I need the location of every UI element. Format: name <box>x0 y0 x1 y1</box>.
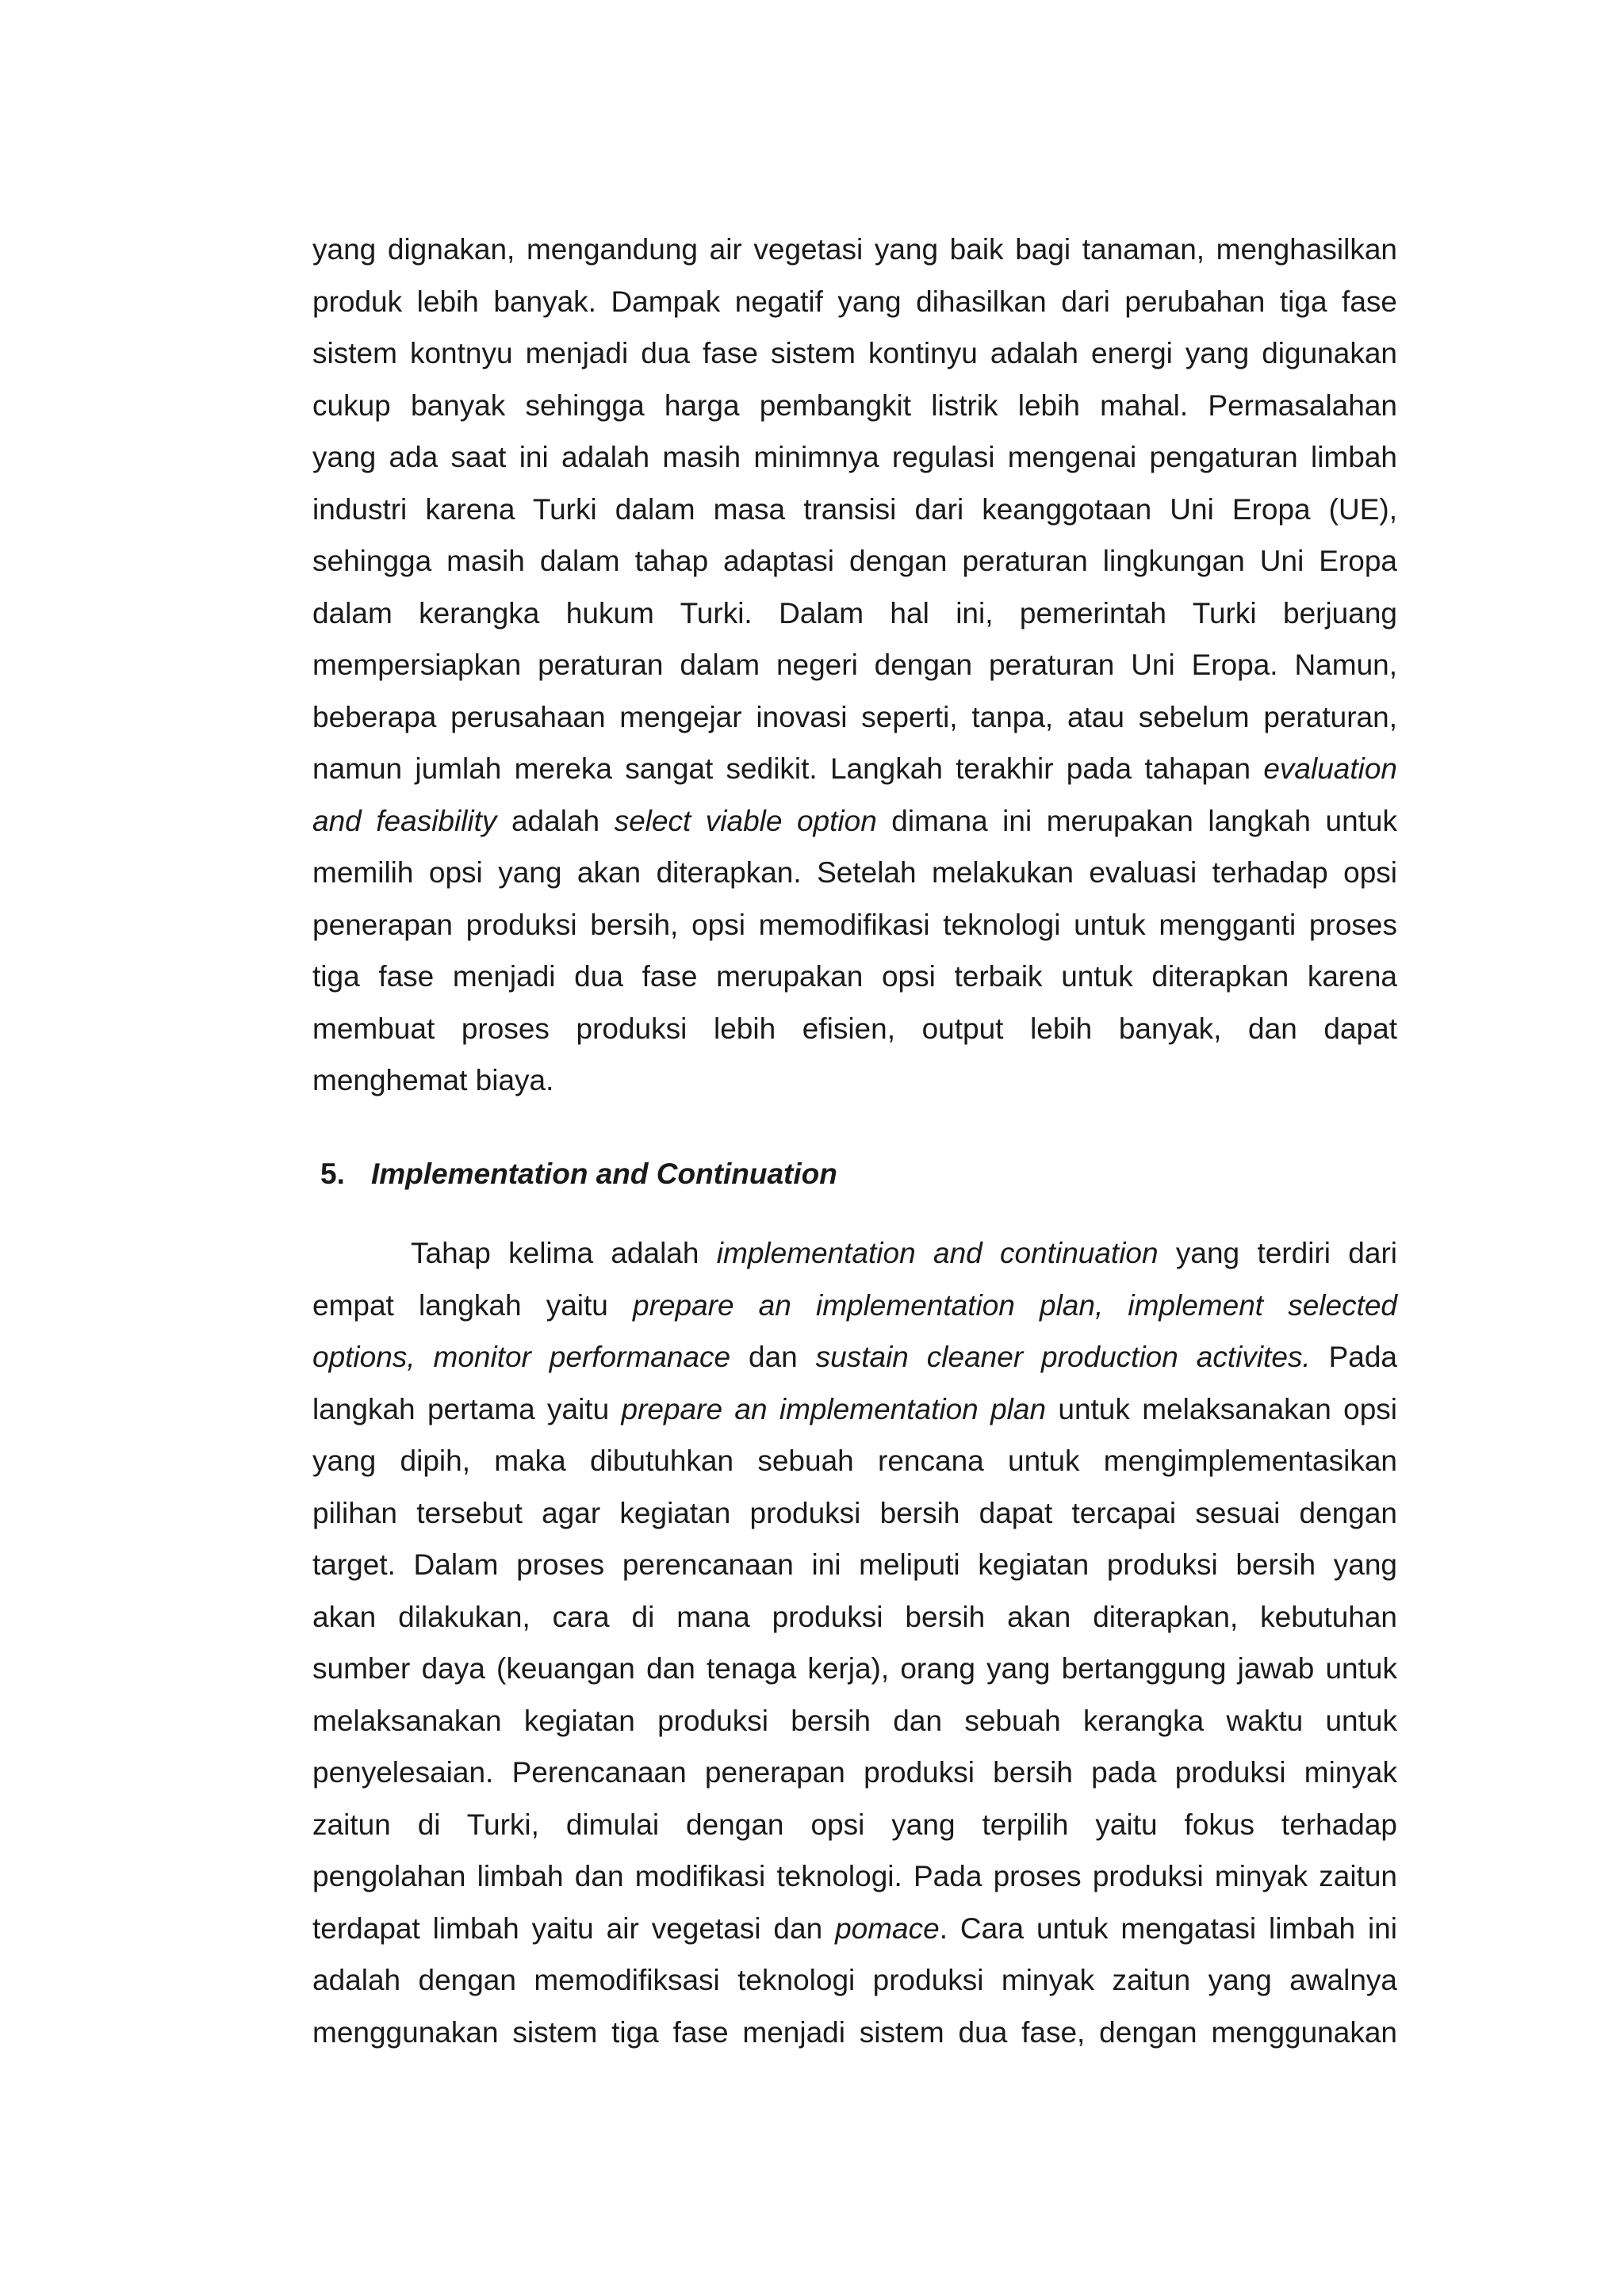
italic-text: select viable option <box>614 804 877 837</box>
text-line <box>312 691 1397 744</box>
text-line <box>312 639 1397 691</box>
text-run: untuk melaksanakan opsi <box>1046 1392 1398 1425</box>
text-run: pilihan tersebut agar kegiatan produksi bersih dapat tercapai sesuai dengan <box>312 1496 1397 1529</box>
text-run: pengolahan limbah dan modifikasi teknologi. Pada proses produksi minyak zaitun <box>312 1860 1397 1892</box>
italic-text: prepare an implementation plan, implement selected <box>633 1288 1398 1322</box>
text-line <box>312 431 1397 484</box>
text-line <box>312 743 1397 795</box>
text-run: penerapan produksi bersih, opsi memodifikasi teknologi untuk mengganti proses <box>312 908 1397 941</box>
text-line <box>312 1799 1397 1851</box>
text-run: cukup banyak sehingga harga pembangkit listrik lebih mahal. Permasalahan <box>312 388 1397 422</box>
italic-text: evaluation <box>1263 752 1397 785</box>
text-line <box>312 1487 1397 1540</box>
text-run: melaksanakan kegiatan produksi bersih dan sebuah kerangka waktu untuk <box>312 1704 1397 1737</box>
text-run: menghemat biaya. <box>312 1064 554 1096</box>
text-line <box>312 380 1397 432</box>
text-run: dimana ini merupakan langkah untuk <box>876 804 1397 837</box>
text-run: Tahap kelima adalah <box>411 1237 717 1269</box>
text-run: penyelesaian. Perencanaan penerapan produksi bersih pada produksi minyak <box>312 1756 1397 1789</box>
text-run: zaitun di Turki, dimulai dengan opsi yang terpilih yaitu fokus terhadap <box>312 1808 1397 1841</box>
text-run: target. Dalam proses perencanaan ini meliputi kegiatan produksi bersih yang <box>312 1548 1397 1581</box>
text-run: dalam kerangka hukum Turki. Dalam hal ini, pemerintah Turki berjuang <box>312 596 1397 629</box>
section-number: 5. <box>320 1158 345 1190</box>
text-run: membuat proses produksi lebih efisien, output lebih banyak, dan dapat <box>312 1012 1397 1045</box>
text-line <box>312 1280 1397 1332</box>
italic-text: options, monitor performanace <box>312 1341 731 1373</box>
text-run: yang dignakan, mengandung air vegetasi yang baik bagi tanaman, menghasilkan <box>312 233 1397 266</box>
text-line <box>312 1903 1397 1955</box>
text-line <box>312 535 1397 587</box>
text-run: sistem kontnyu menjadi dua fase sistem kontinyu adalah energi yang digunakan <box>312 337 1397 369</box>
text-line <box>312 847 1397 899</box>
text-run: . Cara untuk mengatasi limbah ini <box>939 1911 1397 1945</box>
text-run: sehingga masih dalam tahap adaptasi dengan peraturan lingkungan Uni Eropa <box>312 545 1397 577</box>
text-line <box>312 951 1397 1003</box>
text-line <box>312 1643 1397 1695</box>
italic-text: sustain cleaner production activites. <box>815 1341 1311 1373</box>
text-line <box>312 1331 1397 1383</box>
text-line <box>312 587 1397 640</box>
text-line <box>312 899 1397 951</box>
text-run: yang terdiri dari <box>1158 1237 1397 1269</box>
text-line <box>312 1054 1397 1107</box>
section-title: Implementation and Continuation <box>371 1158 837 1190</box>
text-run: sumber daya (keuangan dan tenaga kerja), orang yang bertanggung jawab untuk <box>312 1652 1397 1685</box>
text-line <box>312 1539 1397 1591</box>
text-run: langkah pertama yaitu <box>312 1392 622 1425</box>
text-line <box>312 1003 1397 1055</box>
text-line <box>312 327 1397 380</box>
italic-text: pomace <box>835 1911 940 1945</box>
text-line <box>312 1747 1397 1799</box>
text-run: memilih opsi yang akan diterapkan. Setelah melakukan evaluasi terhadap opsi <box>312 856 1397 889</box>
section-heading <box>320 1158 1405 1191</box>
text-line <box>312 2007 1397 2059</box>
text-run: akan dilakukan, cara di mana produksi bersih akan diterapkan, kebutuhan <box>312 1600 1397 1633</box>
text-run: dan <box>730 1341 816 1373</box>
text-line <box>312 1383 1397 1436</box>
text-line <box>312 224 1397 276</box>
paragraph-evaluation-feasibility <box>312 224 1397 1107</box>
italic-text: and feasibility <box>312 804 497 837</box>
text-line <box>312 1591 1397 1644</box>
italic-text: prepare an implementation plan <box>621 1392 1047 1425</box>
text-run: yang ada saat ini adalah masih minimnya regulasi mengenai pengaturan limbah <box>312 441 1397 473</box>
text-run: adalah <box>496 804 615 837</box>
text-run: terdapat limbah yaitu air vegetasi dan <box>312 1911 836 1945</box>
text-run: Pada <box>1310 1341 1398 1373</box>
text-run: mempersiapkan peraturan dalam negeri dengan peraturan Uni Eropa. Namun, <box>312 649 1397 681</box>
text-run: yang dipih, maka dibutuhkan sebuah rencana untuk mengimplementasikan <box>312 1445 1397 1477</box>
text-line <box>312 1850 1397 1903</box>
text-line <box>312 1954 1397 2007</box>
text-line <box>312 795 1397 848</box>
text-line <box>312 1227 1397 1280</box>
text-run: namun jumlah mereka sangat sedikit. Langkah terakhir pada tahapan <box>312 752 1264 785</box>
text-line <box>312 1435 1397 1487</box>
text-run: adalah dengan memodifiksasi teknologi produksi minyak zaitun yang awalnya <box>312 1964 1397 1996</box>
paragraph-implementation-continuation <box>312 1227 1397 2058</box>
text-run: industri karena Turki dalam masa transisi dari keanggotaan Uni Eropa (UE), <box>312 492 1397 526</box>
text-run: menggunakan sistem tiga fase menjadi sistem dua fase, dengan menggunakan <box>312 2015 1397 2049</box>
text-run: produk lebih banyak. Dampak negatif yang dihasilkan dari perubahan tiga fase <box>312 285 1397 318</box>
text-line <box>312 484 1397 536</box>
text-run: empat langkah yaitu <box>312 1288 634 1322</box>
italic-text: implementation and continuation <box>716 1237 1159 1269</box>
text-line <box>312 276 1397 328</box>
text-run: beberapa perusahaan mengejar inovasi seperti, tanpa, atau sebelum peraturan, <box>312 700 1397 733</box>
text-run: tiga fase menjadi dua fase merupakan opsi terbaik untuk diterapkan karena <box>312 960 1397 993</box>
text-line <box>312 1695 1397 1747</box>
